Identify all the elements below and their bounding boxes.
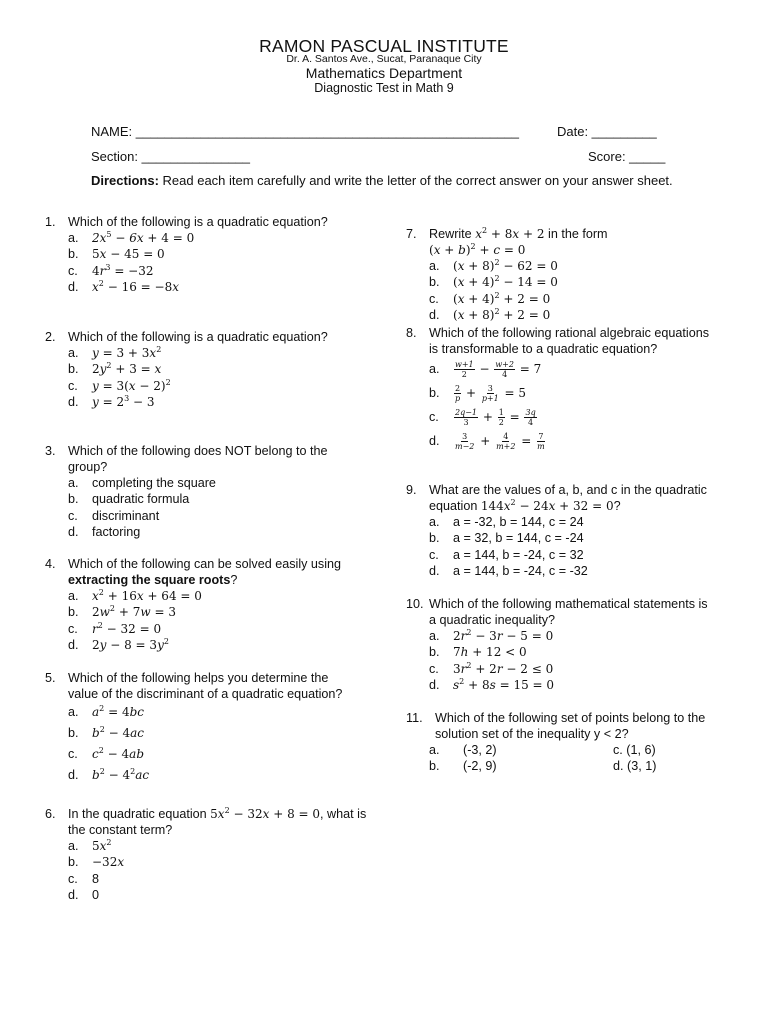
option-math: $s^2 + 8s = 15 = 0$ bbox=[453, 677, 555, 693]
option-b[interactable] bbox=[45, 854, 375, 870]
question-text: Which of the following helps you determine the value of the discriminant of a quadratic equation? bbox=[68, 671, 343, 701]
option-math: −32x bbox=[92, 855, 125, 870]
question-expression: $x^2 + 8x + 2$ bbox=[475, 226, 545, 241]
option-b[interactable] bbox=[406, 274, 706, 290]
question-number: 9. bbox=[406, 483, 417, 497]
option-letter: c. bbox=[68, 871, 78, 886]
option-math: $y = 2^3 - 3$ bbox=[92, 394, 155, 410]
question-1 bbox=[45, 214, 345, 296]
option-text: quadratic formula bbox=[92, 492, 190, 507]
option-d[interactable] bbox=[45, 279, 345, 295]
option-letter: c. bbox=[429, 547, 439, 562]
option-math: $2x^5 - 6x + 4 = 0$ bbox=[92, 230, 195, 245]
option-math: $(x + 4)^2 - 14 = 0$ bbox=[453, 274, 558, 290]
option-letter: c. bbox=[68, 621, 78, 636]
option-letter: d. bbox=[68, 280, 79, 295]
school-address: Dr. A. Santos Ave., Sucat, Paranaque City bbox=[286, 53, 482, 65]
option-letter: d. bbox=[429, 678, 440, 693]
option-text: 0 bbox=[92, 888, 100, 903]
option-row-2 bbox=[406, 758, 726, 774]
question-text bbox=[68, 556, 360, 588]
option-letter: a. bbox=[429, 629, 440, 643]
option-math: $x^2 - 16 = -8x$ bbox=[92, 279, 179, 295]
option-letter: d. bbox=[68, 768, 79, 782]
option-letter: a. bbox=[429, 743, 440, 757]
option-d[interactable] bbox=[45, 524, 360, 540]
option-letter: d. bbox=[68, 888, 79, 903]
option-math: $2y - 8 = 3y^2$ bbox=[92, 637, 169, 653]
option-text: a = 144, b = -24, c = 32 bbox=[453, 547, 584, 562]
option-c[interactable] bbox=[45, 744, 360, 765]
option-text: factoring bbox=[92, 525, 141, 540]
option-math: $\frac{w+1}{2}$ − $\frac{w+2}{4}$ = 7 bbox=[455, 360, 542, 379]
question-text: Which of the following mathematical statements is a quadratic inequality? bbox=[429, 597, 708, 627]
question-text bbox=[68, 806, 375, 838]
question-number: 8. bbox=[406, 326, 417, 340]
option-text: 8 bbox=[92, 871, 100, 886]
question-2 bbox=[45, 329, 345, 411]
option-c[interactable] bbox=[406, 661, 716, 677]
option-math: $2r^2 - 3r - 5 = 0$ bbox=[453, 628, 554, 643]
option-letter: d. bbox=[68, 525, 79, 540]
option-math: $b^2 - 4ac$ bbox=[92, 725, 144, 740]
question-equation: $144x^2 - 24x + 32 = 0$ bbox=[480, 498, 614, 513]
school-name: RAMON PASCUAL INSTITUTE bbox=[259, 36, 509, 56]
department-name: Mathematics Department bbox=[305, 65, 463, 81]
option-a[interactable] bbox=[45, 475, 360, 491]
question-text: Which of the following rational algebraic equations is transformable to a quadratic equation? bbox=[429, 326, 710, 356]
option-letter: a. bbox=[68, 346, 79, 360]
option-math: $\frac{2}{p}$ + $\frac{3}{p+1}$ = 5 bbox=[455, 384, 527, 403]
option-letter: a. bbox=[68, 705, 79, 719]
option-math: $r^2 - 32 = 0$ bbox=[92, 620, 162, 636]
option-math: $\frac{2q-1}{3}$ + $\frac{1}{2}$ = $\frac{3q}{4}$ bbox=[455, 408, 536, 427]
question-text-part: ? bbox=[230, 573, 238, 587]
option-math: $a^2 = 4bc$ bbox=[92, 704, 144, 719]
option-letter: c. bbox=[429, 291, 439, 306]
option-d[interactable] bbox=[406, 563, 726, 579]
option-math: $(x + 4)^2 + 2 = 0$ bbox=[453, 290, 551, 306]
option-math: $y = 3 + 3x^2$ bbox=[92, 345, 162, 360]
question-text: Which of the following does NOT belong to the group? bbox=[68, 444, 328, 474]
question-text-bold: extracting the square roots bbox=[68, 573, 231, 587]
option-letter: c. bbox=[68, 508, 78, 523]
question-number: 1. bbox=[45, 215, 56, 229]
question-4 bbox=[45, 556, 360, 654]
option-a[interactable] bbox=[406, 514, 726, 530]
option-letter: c. bbox=[429, 410, 439, 424]
option-letter: a. bbox=[68, 839, 79, 853]
question-equation: $5x^2 - 32x + 8 = 0$ bbox=[210, 806, 321, 821]
question-text-part: In the quadratic equation bbox=[68, 807, 211, 821]
question-number: 6. bbox=[45, 807, 56, 821]
question-number: 3. bbox=[45, 444, 56, 458]
question-number: 4. bbox=[45, 557, 56, 571]
option-a[interactable] bbox=[45, 702, 360, 723]
option-letter: b. bbox=[68, 605, 79, 620]
test-title: Diagnostic Test in Math 9 bbox=[314, 81, 454, 95]
question-text-part: What are the values of a, b, and c in the quadratic equation bbox=[429, 483, 707, 513]
option-d[interactable] bbox=[45, 765, 360, 786]
question-text bbox=[429, 482, 726, 514]
option-a[interactable] bbox=[45, 588, 360, 604]
question-number: 2. bbox=[45, 330, 56, 344]
option-letter: a. bbox=[68, 231, 79, 245]
question-text-part: Which of the following can be solved easily using bbox=[68, 557, 342, 571]
question-11 bbox=[406, 710, 726, 775]
option-c[interactable] bbox=[45, 871, 375, 887]
question-text bbox=[429, 226, 706, 258]
option-b[interactable] bbox=[45, 246, 345, 262]
option-letter: c. bbox=[68, 747, 78, 761]
option-letter: b. bbox=[68, 726, 79, 740]
option-b[interactable] bbox=[45, 604, 360, 620]
question-number: 11. bbox=[406, 711, 423, 725]
option-d[interactable] bbox=[406, 429, 716, 453]
option-letter: b. bbox=[429, 275, 440, 290]
option-text: a = 144, b = -24, c = -32 bbox=[453, 564, 588, 579]
option-letter: b. bbox=[68, 247, 79, 262]
directions-text: Read each item carefully and write the letter of the correct answer on your answer sheet. bbox=[158, 173, 673, 188]
option-math: $b^2 - 4^2ac$ bbox=[92, 767, 150, 782]
option-letter: a. bbox=[68, 476, 79, 490]
option-math: $y = 3(x - 2)^2$ bbox=[92, 377, 171, 393]
option-math: $3r^2 + 2r - 2 \le 0$ bbox=[453, 660, 554, 676]
option-b[interactable] bbox=[406, 530, 726, 546]
option-d[interactable] bbox=[45, 887, 375, 903]
option-a[interactable] bbox=[45, 345, 345, 361]
question-5 bbox=[45, 670, 360, 786]
question-6 bbox=[45, 806, 375, 904]
option-a[interactable] bbox=[45, 838, 375, 854]
option-c[interactable] bbox=[45, 263, 345, 279]
date-field[interactable]: Date: _________ bbox=[557, 124, 657, 139]
question-text-part: Rewrite bbox=[429, 227, 476, 241]
option-letter: a. bbox=[429, 259, 440, 273]
option-math: $x^2 + 16x + 64 = 0$ bbox=[92, 588, 202, 603]
option-text: discriminant bbox=[92, 508, 160, 523]
option-b[interactable] bbox=[45, 361, 345, 377]
option-letter: b. bbox=[68, 362, 79, 377]
option-a[interactable] bbox=[406, 357, 716, 381]
option-d[interactable] bbox=[45, 394, 345, 410]
option-a[interactable] bbox=[45, 230, 345, 246]
option-a-text[interactable]: (-3, 2) bbox=[463, 743, 497, 757]
option-c-text[interactable]: c. (1, 6) bbox=[613, 743, 656, 757]
option-d[interactable] bbox=[45, 637, 360, 653]
directions-label: Directions: bbox=[91, 173, 159, 188]
option-letter: c. bbox=[68, 263, 78, 278]
question-text-part: ? bbox=[613, 499, 621, 513]
option-c[interactable] bbox=[45, 621, 360, 637]
option-math: 5x − 45 = 0 bbox=[92, 247, 165, 262]
question-7 bbox=[406, 226, 706, 324]
option-letter: a. bbox=[429, 515, 440, 529]
option-letter: d. bbox=[429, 434, 440, 448]
question-number: 10. bbox=[406, 597, 424, 611]
option-letter: c. bbox=[429, 661, 439, 676]
option-d-text[interactable]: d. (3, 1) bbox=[613, 759, 657, 774]
option-math: $(x + 8)^2 - 62 = 0$ bbox=[453, 258, 558, 273]
option-text: a = 32, b = 144, c = -24 bbox=[453, 531, 584, 546]
option-letter: c. bbox=[68, 378, 78, 393]
option-text: completing the square bbox=[92, 476, 216, 490]
option-a[interactable] bbox=[406, 258, 706, 274]
question-text: Which of the following is a quadratic equation? bbox=[68, 330, 328, 344]
question-text: Which of the following set of points belong to the solution set of the inequality y < 2? bbox=[435, 711, 706, 741]
option-letter: a. bbox=[68, 589, 79, 603]
option-d[interactable] bbox=[406, 677, 716, 693]
option-b[interactable] bbox=[406, 381, 716, 405]
option-letter: d. bbox=[68, 395, 79, 410]
option-b-text[interactable]: (-2, 9) bbox=[463, 759, 497, 774]
option-math: $5x^2$ bbox=[92, 838, 112, 853]
question-text-part: in the form bbox=[544, 227, 608, 241]
option-c[interactable] bbox=[406, 291, 706, 307]
option-math: $4r^3 = -32$ bbox=[92, 262, 154, 278]
question-10 bbox=[406, 596, 716, 694]
option-text: a = -32, b = 144, c = 24 bbox=[453, 515, 584, 529]
name-field[interactable]: NAME: _____________________________________________________ bbox=[91, 124, 519, 139]
option-letter: b. bbox=[68, 492, 79, 507]
directions bbox=[91, 173, 691, 189]
score-field[interactable]: Score: _____ bbox=[588, 149, 666, 164]
option-c[interactable] bbox=[406, 547, 726, 563]
option-c[interactable] bbox=[45, 508, 360, 524]
option-letter: b. bbox=[429, 531, 440, 546]
question-number: 7. bbox=[406, 227, 417, 241]
option-math: $c^2 - 4ab$ bbox=[92, 746, 145, 761]
option-math: $\frac{3}{m-2}$ + $\frac{4}{m+2}$ = $\frac{7}{m}$ bbox=[455, 432, 545, 451]
option-letter: d. bbox=[68, 638, 79, 653]
option-b[interactable] bbox=[406, 644, 716, 660]
option-letter: d. bbox=[429, 308, 440, 323]
question-8 bbox=[406, 325, 716, 453]
option-b[interactable] bbox=[45, 491, 360, 507]
option-math: $2w^2 + 7w = 3$ bbox=[92, 604, 176, 620]
option-letter: b. bbox=[429, 645, 440, 660]
option-letter: b. bbox=[68, 855, 79, 870]
option-math: $(x + 8)^2 + 2 = 0$ bbox=[453, 307, 551, 323]
option-c[interactable] bbox=[45, 378, 345, 394]
section-field[interactable]: Section: _______________ bbox=[91, 149, 251, 164]
question-3 bbox=[45, 443, 360, 541]
option-math: $2y^2 + 3 = x$ bbox=[92, 361, 162, 377]
question-text: Which of the following is a quadratic equation? bbox=[68, 215, 328, 229]
question-form: $(x + b)^2 + c = 0$ bbox=[429, 242, 526, 257]
option-letter: b. bbox=[429, 386, 440, 400]
option-a[interactable] bbox=[406, 628, 716, 644]
question-text-part: , what is the constant term? bbox=[68, 807, 367, 837]
option-c[interactable] bbox=[406, 405, 716, 429]
option-letter: d. bbox=[429, 564, 440, 579]
option-row-1 bbox=[406, 742, 726, 758]
option-b[interactable] bbox=[45, 723, 360, 744]
question-number: 5. bbox=[45, 671, 56, 685]
option-d[interactable] bbox=[406, 307, 706, 323]
option-letter: a. bbox=[429, 362, 440, 376]
option-math: 7h + 12 < 0 bbox=[453, 645, 527, 660]
option-letter: b. bbox=[429, 759, 440, 774]
question-9 bbox=[406, 482, 726, 580]
